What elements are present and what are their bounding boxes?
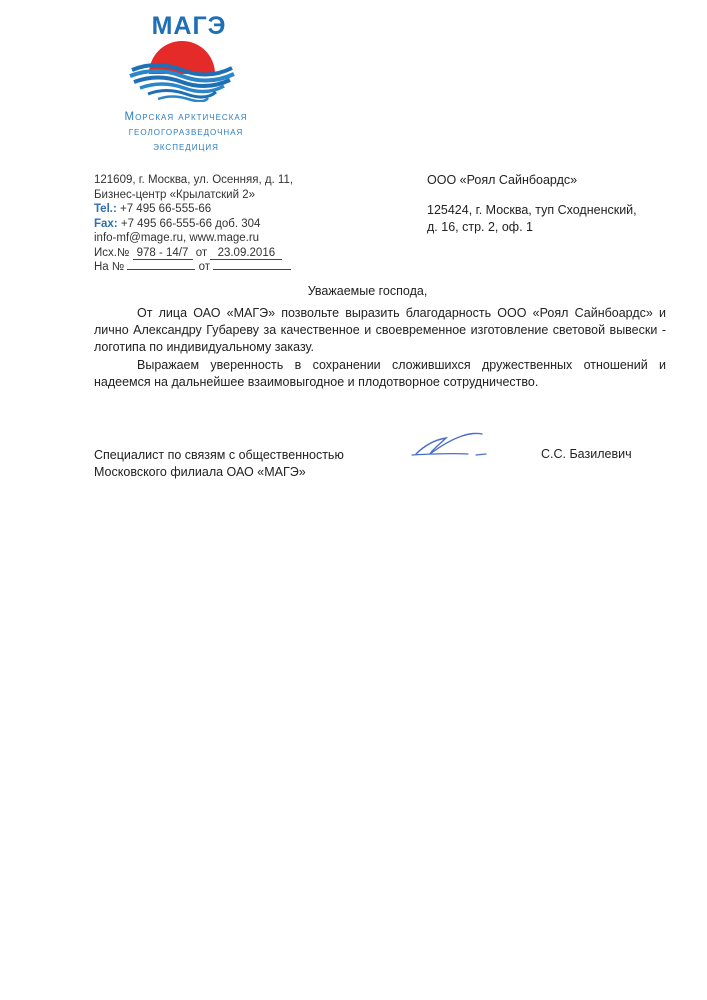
incoming-date <box>213 269 291 270</box>
outgoing-date: 23.09.2016 <box>210 247 282 260</box>
logo-org-line2: геологоразведочная <box>128 126 244 138</box>
logo-emblem-icon <box>126 40 238 102</box>
tel-value: +7 495 66-555-66 <box>116 203 212 215</box>
signatory-role-line2: Московского филиала ОАО «МАГЭ» <box>94 465 306 479</box>
sender-block <box>94 173 293 275</box>
logo-title: МАГЭ <box>151 12 227 40</box>
sender-address-line1: 121609, г. Москва, ул. Осенняя, д. 11, <box>94 174 294 186</box>
signatory-role-line1: Специалист по связям с общественностью <box>94 448 344 462</box>
fax-value: +7 495 66-555-66 доб. 304 <box>117 217 261 230</box>
outgoing-number: 978 - 14/7 <box>133 247 193 260</box>
outgoing-from-label: от <box>195 246 208 259</box>
incoming-from-label: от <box>198 261 211 273</box>
recipient-address-line2: д. 16, стр. 2, оф. 1 <box>427 220 533 234</box>
recipient-block <box>427 172 637 236</box>
logo-org-line3: экспедиция <box>153 141 219 153</box>
tel-label: Tel.: <box>94 203 117 215</box>
salutation: Уважаемые господа, <box>307 284 428 298</box>
fax-label: Fax: <box>94 217 118 230</box>
logo-org-line1: Морская арктическая <box>124 111 248 123</box>
incoming-reference <box>94 260 293 275</box>
recipient-company: ООО «Роял Сайнбоардс» <box>427 173 578 187</box>
signatory-name: С.С. Базилевич <box>541 447 632 461</box>
sender-tel <box>94 202 293 217</box>
outgoing-reference <box>94 246 293 261</box>
sender-email-web: info-mf@mage.ru, www.mage.ru <box>94 232 260 244</box>
letter-paragraph-2: Выражаем уверенность в сохранении сложившихся дружественных отношений и надеемся на дальнейшее взаимовыгодное и плодотворное сотрудничество. <box>94 358 666 389</box>
sender-address-line2: Бизнес-центр «Крылатский 2» <box>94 188 255 201</box>
incoming-number <box>127 269 195 270</box>
logo-organization-name <box>96 110 276 155</box>
handwritten-signature-icon <box>410 424 495 464</box>
recipient-address-line1: 125424, г. Москва, туп Сходненский, <box>427 203 637 217</box>
incoming-label: На № <box>94 261 125 273</box>
signatory-role <box>94 447 344 481</box>
letter-paragraph-1: От лица ОАО «МАГЭ» позвольте выразить благодарность ООО «Роял Сайнбоардс» и лично Александру Губареву за качественное и своевременное изготовление световой вывески - логотипа по индивидуальному заказу. <box>94 306 666 354</box>
sender-fax <box>94 217 293 232</box>
outgoing-label: Исх.№ <box>94 246 130 259</box>
